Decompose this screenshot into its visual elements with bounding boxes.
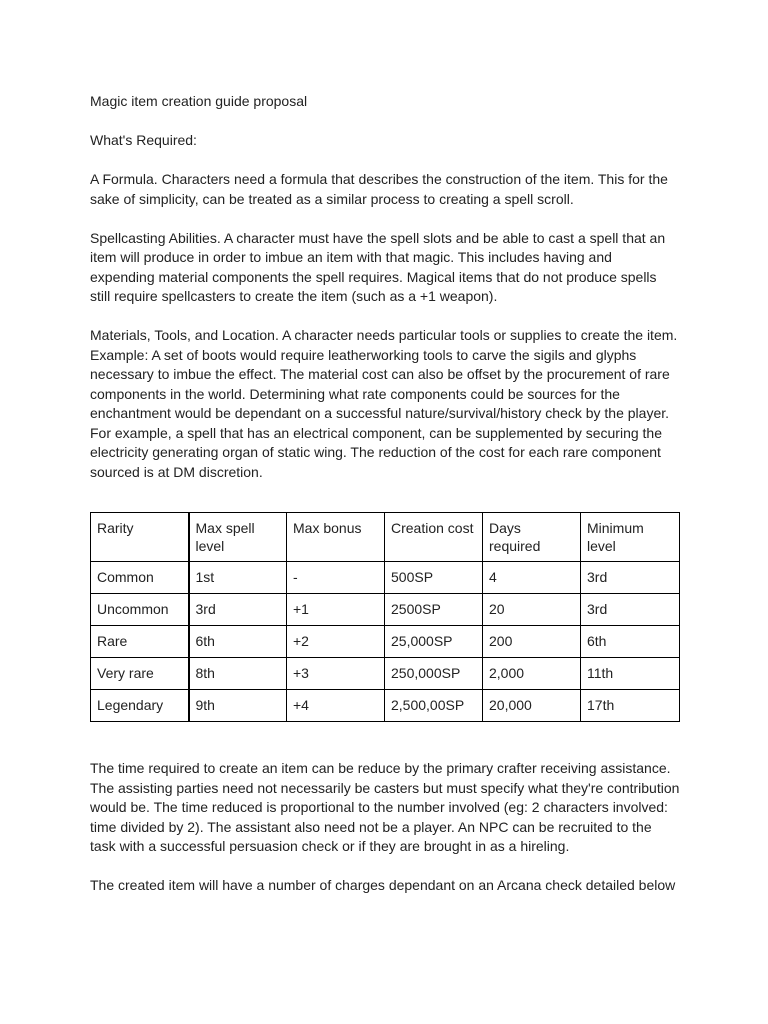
table-cell: 250,000SP <box>385 658 483 690</box>
rarity-table <box>90 512 680 722</box>
table-cell: 2,000 <box>483 658 581 690</box>
table-cell: 500SP <box>385 562 483 594</box>
table-cell: 3rd <box>581 562 680 594</box>
table-cell: 20 <box>483 594 581 626</box>
table-header-cell: Max bonus <box>287 513 385 562</box>
table-cell: +2 <box>287 626 385 658</box>
table-row <box>91 562 680 594</box>
table-header-cell: Days required <box>483 513 581 562</box>
section-heading: What's Required: <box>90 132 197 148</box>
table-header-cell: Creation cost <box>385 513 483 562</box>
paragraph-materials: Materials, Tools, and Location. A character needs particular tools or supplies to create the item. Example: A set of boots would require leatherworking tools to carve the sigils and glyphs necessary to imbue the effect. The material cost can also be offset by the procurement of rare components in the world. Determining what rate components could be sources for the enchantment would be dependant on a successful nature/survival/history check by the player. For example, a spell that has an electrical component, can be supplemented by securing the electricity generating organ of static wing. The reduction of the cost for each rare component sourced is at DM discretion. <box>90 327 678 480</box>
table-cell: 17th <box>581 690 680 722</box>
table-header-row <box>91 513 680 562</box>
table-cell: 3rd <box>189 594 287 626</box>
table-cell: - <box>287 562 385 594</box>
table-cell: 1st <box>189 562 287 594</box>
table-cell: 2500SP <box>385 594 483 626</box>
table-header-cell: Max spell level <box>189 513 287 562</box>
table-row <box>91 594 680 626</box>
table-cell: 6th <box>581 626 680 658</box>
table-row <box>91 690 680 722</box>
table-cell: 25,000SP <box>385 626 483 658</box>
table-header-cell: Rarity <box>91 513 189 562</box>
document-page <box>90 92 680 915</box>
table-cell: Uncommon <box>91 594 189 626</box>
document-title: Magic item creation guide proposal <box>90 93 308 109</box>
table-cell: 9th <box>189 690 287 722</box>
table-cell: 3rd <box>581 594 680 626</box>
paragraph-formula: A Formula. Characters need a formula that describes the construction of the item. This for the sake of simplicity, can be treated as a similar process to creating a spell scroll. <box>90 171 668 207</box>
table-cell: 6th <box>189 626 287 658</box>
table-cell: Rare <box>91 626 189 658</box>
table-cell: +3 <box>287 658 385 690</box>
table-cell: 200 <box>483 626 581 658</box>
paragraph-spellcasting: Spellcasting Abilities. A character must have the spell slots and be able to cast a spell that an item will produce in order to imbue an item with that magic. This includes having and expending material components the spell requires. Magical items that do not produce spells still require spellcasters to create the item (such as a +1 weapon). <box>90 229 666 304</box>
table-cell: 4 <box>483 562 581 594</box>
table-cell: Common <box>91 562 189 594</box>
table-cell: 2,500,00SP <box>385 690 483 722</box>
table-header-cell: Minimum level <box>581 513 680 562</box>
paragraph-charges: The created item will have a number of charges dependant on an Arcana check detailed below <box>90 877 676 893</box>
table-cell: Very rare <box>91 658 189 690</box>
table-cell: 8th <box>189 658 287 690</box>
table-row <box>91 658 680 690</box>
table-cell: Legendary <box>91 690 189 722</box>
table-row <box>91 626 680 658</box>
table-cell: 20,000 <box>483 690 581 722</box>
table-cell: 11th <box>581 658 680 690</box>
table-cell: +4 <box>287 690 385 722</box>
table-cell: +1 <box>287 594 385 626</box>
paragraph-time: The time required to create an item can be reduce by the primary crafter receiving assistance. The assisting parties need not necessarily be casters but must specify what they're contribution would be. The time reduced is proportional to the number involved (eg: 2 characters involved: time divided by 2). The assistant also need not be a player. An NPC can be recruited to the task with a successful persuasion check or if they are brought in as a hireling. <box>90 760 680 854</box>
